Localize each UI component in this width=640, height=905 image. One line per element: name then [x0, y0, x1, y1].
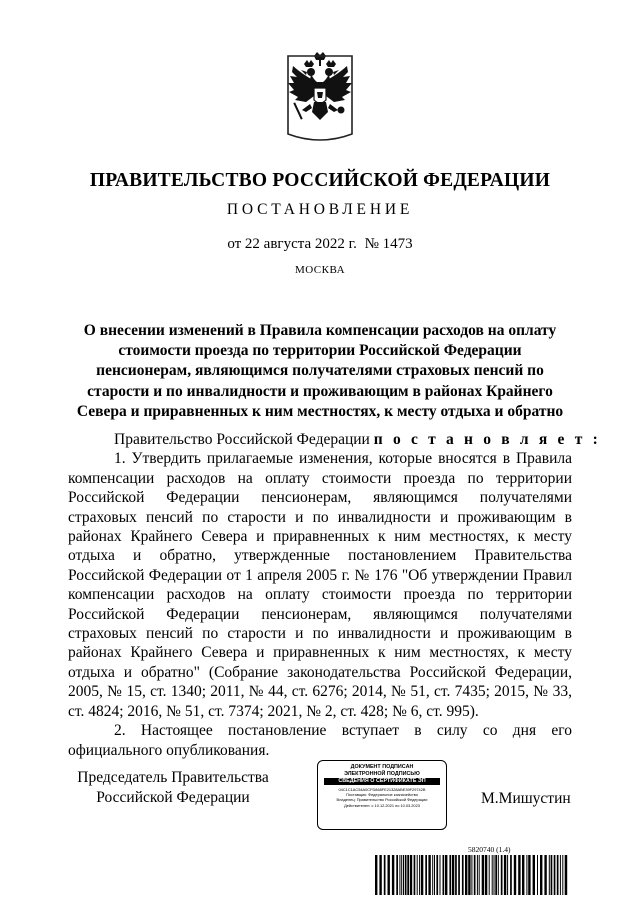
subject-line: О внесении изменений в Правила компенсации расходов на оплату [83, 322, 557, 339]
stamp-line: ЭЛЕКТРОННОЙ ПОДПИСЬЮ [344, 770, 420, 777]
barcode-bar [407, 855, 409, 895]
barcode-bar [419, 855, 420, 895]
barcode-bar [443, 855, 445, 895]
barcode-bar [549, 855, 550, 895]
stamp-line: ДОКУМЕНТ ПОДПИСАН [350, 764, 414, 770]
subject-line: старости и по инвалидности и проживающим в районах Крайнего [87, 382, 553, 400]
document-body [68, 430, 601, 760]
barcode-bar [379, 855, 381, 895]
barcode-bar [462, 855, 464, 895]
barcode-bar [392, 855, 394, 895]
barcode-bar [375, 855, 377, 895]
paragraph-2-line: официального опубликования. [68, 741, 270, 759]
document-type: ПОСТАНОВЛЕНИЕ [226, 201, 414, 218]
barcode-bar [465, 855, 467, 895]
barcode-bar [551, 855, 553, 895]
preamble-decree-word: п о с т а н о в л я е т : [373, 431, 601, 448]
barcode-bar [560, 855, 561, 895]
electronic-signature-stamp [317, 760, 447, 830]
paragraph-1-line: страховых пенсий по старости и по инвалидности и проживающим в [68, 508, 572, 526]
barcode-icon [375, 855, 568, 895]
barcode-bar [445, 855, 447, 895]
stamp-issuer: Поставщик: Федеральное казначейство [346, 792, 418, 798]
barcode-bar [417, 855, 418, 895]
stamp-certificate-header: СВЕДЕНИЯ О СЕРТИФИКАТЕ ЭП [324, 778, 440, 785]
paragraph-1-line: 2005, № 15, ст. 1340; 2011, № 44, ст. 6276; 2014, № 51, ст. 7435; 2015, № 33, [68, 683, 572, 701]
barcode-bar [537, 855, 538, 895]
barcode-bar [434, 855, 435, 895]
signatory-position-line: Российской Федерации [96, 789, 250, 806]
paragraph-1-line: ст. 4824; 2016, № 51, ст. 7374; 2021, № 2, ст. 428; № 6, ст. 995). [68, 702, 479, 720]
barcode-bar [401, 855, 402, 895]
barcode-bar [533, 855, 535, 895]
barcode-bar [428, 855, 430, 895]
paragraph-2-line: 2. Настоящее постановление вступает в силу со дня его [114, 722, 572, 740]
document-city: МОСКВА [294, 264, 346, 276]
stamp-validity: Действителен: с 10.12.2021 по 10.03.2023 [344, 802, 420, 808]
subject-line: стоимости проезда по территории Российской Федерации [118, 342, 522, 360]
barcode-bar [526, 855, 527, 895]
barcode-bar [518, 855, 520, 895]
barcode-bar [432, 855, 433, 895]
document-subject [70, 321, 570, 422]
barcode-bar [440, 855, 441, 895]
barcode-bar [452, 855, 454, 895]
signatory-position-line: Председатель Правительства [77, 769, 269, 786]
preamble [68, 430, 601, 449]
signatory-name: М.Мишустин [481, 790, 571, 807]
paragraph-1-line: компенсации расходов на оплату стоимости проезда по территории [68, 586, 572, 604]
barcode-bar [479, 855, 480, 895]
barcode-bar [557, 855, 559, 895]
barcode-bar [489, 855, 490, 895]
barcode-bar [492, 855, 493, 895]
barcode-bar [455, 855, 457, 895]
barcode-bar [504, 855, 506, 895]
barcode-bar [458, 855, 460, 895]
russian-coat-of-arms-icon [284, 50, 356, 148]
barcode-bar [468, 855, 470, 895]
subject-line: Севера и приравненных к ним местностях, к месту отдыха и обратно [76, 402, 564, 420]
barcode-bar [495, 855, 497, 895]
barcode-bar [410, 855, 412, 895]
barcode-bar [544, 855, 546, 895]
signatory-position [68, 768, 278, 808]
paragraph-1-line: Российской Федерации от 1 апреля 2005 г. № 176 "Об утверждении Правил [68, 566, 572, 584]
stamp-owner: Владелец: Правительство Российской Федерации [336, 797, 428, 803]
government-title: ПРАВИТЕЛЬСТВО РОССИЙСКОЙ ФЕДЕРАЦИИ [89, 170, 551, 191]
barcode-bar [522, 855, 524, 895]
barcode-bar [562, 855, 563, 895]
barcode-bar [554, 855, 556, 895]
stamp-certificate-id: 04C1C1AC54A0CFD868FE21328ABE39F29742B [338, 787, 426, 792]
barcode-label: 5820740 (1.4) [468, 845, 511, 854]
paragraph-1-line: Российской Федерации пенсионерам, являющимся получателями [68, 489, 572, 507]
barcode-bar [474, 855, 476, 895]
barcode-bar [494, 855, 495, 895]
barcode-bar [436, 855, 438, 895]
paragraph-1-line: Российской Федерации пенсионерам, являющимся получателями [68, 605, 572, 623]
paragraph-1-line: компенсации расходов на оплату стоимости проезда по территории [68, 469, 572, 487]
barcode-bar [425, 855, 427, 895]
barcode-bar [384, 855, 386, 895]
barcode-bar [501, 855, 503, 895]
preamble-text: Правительство Российской Федерации [114, 431, 374, 448]
paragraph-1-line: районах Крайнего Севера и приравненных к ним местностях, к месту [68, 528, 572, 546]
barcode-bar [514, 855, 516, 895]
barcode-bar [540, 855, 542, 895]
barcode-bar [477, 855, 478, 895]
barcode-bar [482, 855, 484, 895]
barcode-bar [396, 855, 398, 895]
barcode-bar [449, 855, 451, 895]
document-date-line [0, 236, 640, 253]
paragraph-1-line: страховых пенсий по старости и по инвалидности и проживающим в [68, 625, 572, 643]
document-date: от 22 августа 2022 г. [227, 236, 357, 252]
barcode-bar [388, 855, 390, 895]
barcode-bar [510, 855, 512, 895]
barcode-bar [414, 855, 416, 895]
barcode-bar [471, 855, 472, 895]
paragraph-1-line: отдыха и обратно" (Собрание законодательства Российской Федерации, [68, 663, 572, 681]
barcode-bar [498, 855, 499, 895]
paragraph-1-line: 1. Утвердить прилагаемые изменения, которые вносятся в Правила [114, 450, 572, 468]
barcode-bar [399, 855, 400, 895]
document-number: № 1473 [364, 236, 413, 252]
barcode-bar [403, 855, 404, 895]
barcode-bar [405, 855, 407, 895]
paragraph-1-line: отдыха и обратно, утвержденные постановлением Правительства [68, 547, 572, 565]
paragraph-1-line: районах Крайнего Севера и приравненных к ним местностях, к месту [68, 644, 572, 662]
barcode-bar [565, 855, 567, 895]
barcode-bar [421, 855, 423, 895]
barcode-bar [507, 855, 508, 895]
barcode-bar [528, 855, 530, 895]
subject-line: пенсионерам, являющимся получателями страховых пенсий по [96, 362, 544, 380]
barcode-bar [485, 855, 487, 895]
